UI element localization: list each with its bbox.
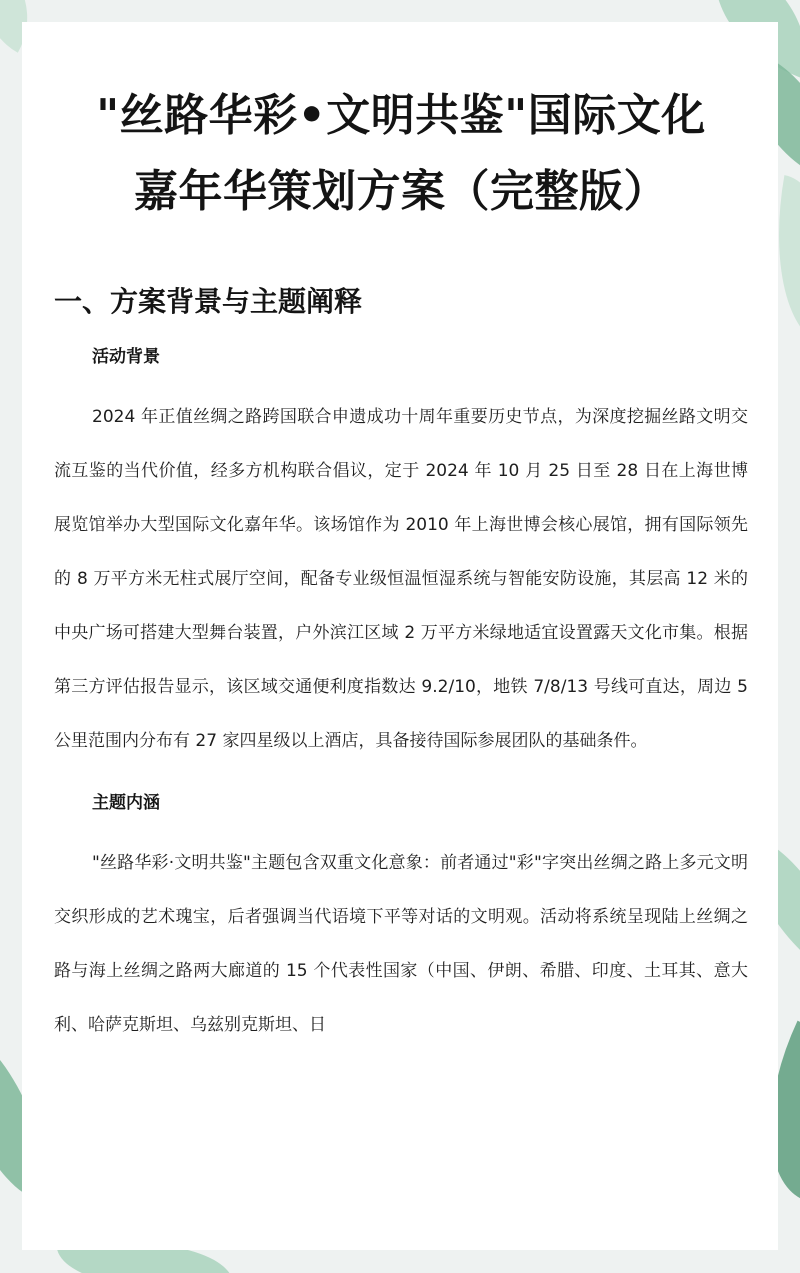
theme-paragraph: "丝路华彩·文明共鉴"主题包含双重文化意象：前者通过"彩"字突出丝绸之路上多元文明交织形成的艺术瑰宝，后者强调当代语境下平等对话的文明观。活动将系统呈现陆上丝绸之路与海上丝绸之路两大廊道的 15 个代表性国家（中国、伊朗、希腊、印度、土耳其、意大利、哈萨克斯坦、乌兹别克斯坦、日 (54, 853, 748, 1035)
document-title-line2: 嘉年华策划方案（完整版） (134, 166, 668, 217)
document-page (22, 22, 778, 1250)
section-heading: 一、方案背景与主题阐释 (54, 285, 363, 318)
theme-heading: 主题内涵 (92, 793, 160, 813)
document-title (54, 78, 748, 230)
background-paragraph: 2024 年正值丝绸之路跨国联合申遗成功十周年重要历史节点，为深度挖掘丝路文明交流互鉴的当代价值，经多方机构联合倡议，定于 2024 年 10 月 25 日至 28 日在上海世博展览馆举办大型国际文化嘉年华。该场馆作为 2010 年上海世博会核心展馆，拥有国际领先的 8 万平方米无柱式展厅空间，配备专业级恒温恒湿系统与智能安防设施，其层高 12 米的中央广场可搭建大型舞台装置，户外滨江区域 2 万平方米绿地适宜设置露天文化市集。根据第三方评估报告显示，该区域交通便利度指数达 9.2/10，地铁 7/8/13 号线可直达，周边 5 公里范围内分布有 27 家四星级以上酒店，具备接待国际参展团队的基础条件。 (54, 407, 748, 751)
document-title-line1: "丝路华彩•文明共鉴"国际文化 (96, 90, 706, 141)
background-heading: 活动背景 (92, 347, 160, 367)
